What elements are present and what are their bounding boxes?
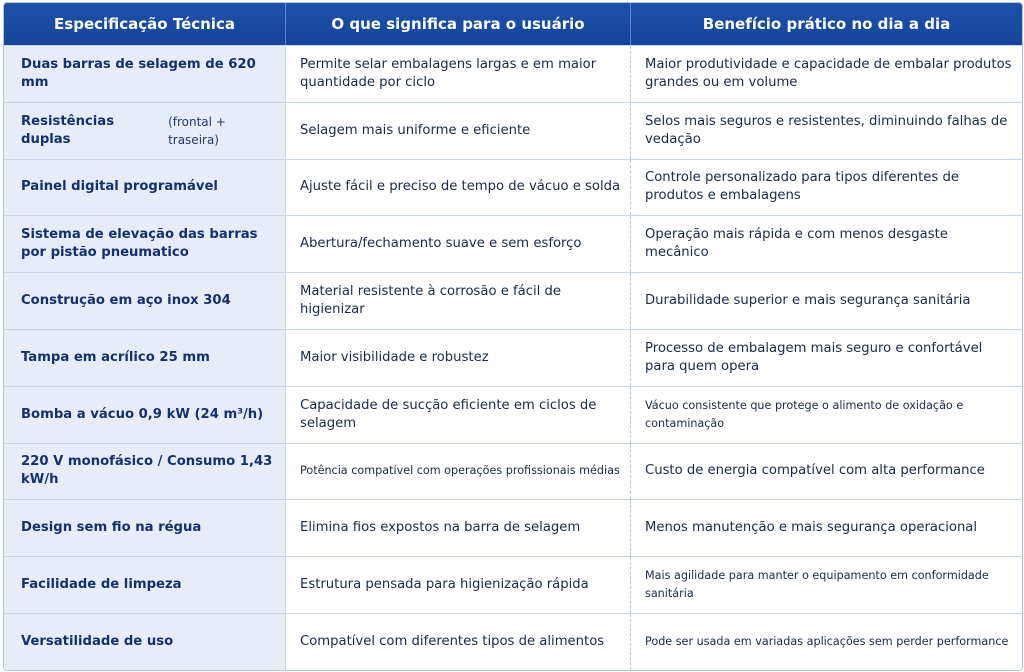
spec-text: 220 V monofásico / Consumo 1,43 kW/h bbox=[21, 454, 273, 488]
spec-cell bbox=[4, 273, 286, 329]
meaning-cell: Material resistente à corrosão e fácil de higienizar bbox=[286, 273, 631, 329]
table-row bbox=[4, 215, 1022, 272]
meaning-cell: Capacidade de sucção eficiente em ciclos de selagem bbox=[286, 387, 631, 443]
spec-text: Painel digital programável bbox=[21, 179, 218, 195]
spec-cell bbox=[4, 330, 286, 386]
table-row bbox=[4, 499, 1022, 556]
spec-text: Tampa em acrílico 25 mm bbox=[21, 349, 210, 365]
header-benefit: Benefício prático no dia a dia bbox=[702, 15, 951, 33]
benefit-cell: Vácuo consistente que protege o alimento de oxidação e contaminação bbox=[645, 398, 964, 430]
spec-cell bbox=[4, 444, 286, 500]
spec-text: Facilidade de limpeza bbox=[21, 577, 182, 593]
benefit-cell: Selos mais seguros e resistentes, diminuindo falhas de vedação bbox=[645, 113, 1008, 147]
spec-cell bbox=[4, 103, 286, 159]
meaning-cell: Compatível com diferentes tipos de alimentos bbox=[286, 614, 631, 670]
meaning-cell: Selagem mais uniforme e eficiente bbox=[286, 103, 631, 159]
table-row bbox=[4, 613, 1022, 670]
spec-text: Bomba a vácuo 0,9 kW (24 m³/h) bbox=[21, 406, 264, 422]
spec-table bbox=[3, 2, 1023, 671]
meaning-cell: Maior visibilidade e robustez bbox=[286, 330, 631, 386]
meaning-cell: Ajuste fácil e preciso de tempo de vácuo e solda bbox=[286, 160, 631, 216]
table-header bbox=[4, 3, 1022, 45]
spec-cell bbox=[4, 216, 286, 272]
benefit-cell: Pode ser usada em variadas aplicações sem perder performance bbox=[645, 634, 1009, 648]
table-row bbox=[4, 272, 1022, 329]
spec-cell bbox=[4, 387, 286, 443]
spec-note: (frontal + traseira) bbox=[168, 114, 226, 147]
spec-cell bbox=[4, 160, 286, 216]
benefit-cell: Operação mais rápida e com menos desgaste mecânico bbox=[645, 227, 948, 261]
meaning-cell: Potência compatível com operações profissionais médias bbox=[286, 444, 631, 500]
benefit-cell: Maior produtividade e capacidade de embalar produtos grandes ou em volume bbox=[645, 56, 1012, 90]
meaning-cell: Abertura/fechamento suave e sem esforço bbox=[286, 216, 631, 272]
meaning-cell: Permite selar embalagens largas e em maior quantidade por ciclo bbox=[286, 46, 631, 102]
benefit-cell: Custo de energia compatível com alta performance bbox=[645, 463, 985, 479]
benefit-cell: Mais agilidade para manter o equipamento em conformidade sanitária bbox=[645, 569, 989, 601]
table-row bbox=[4, 386, 1022, 443]
table-row bbox=[4, 329, 1022, 386]
benefit-cell: Controle personalizado para tipos diferentes de produtos e embalagens bbox=[645, 170, 959, 204]
spec-text: Resistências duplas bbox=[21, 113, 115, 147]
header-spec: Especificação Técnica bbox=[4, 3, 286, 45]
table-row bbox=[4, 443, 1022, 500]
spec-cell bbox=[4, 557, 286, 613]
header-meaning: O que significa para o usuário bbox=[286, 3, 631, 45]
table-row bbox=[4, 159, 1022, 216]
benefit-cell: Processo de embalagem mais seguro e confortável para quem opera bbox=[645, 340, 983, 374]
spec-text: Versatilidade de uso bbox=[21, 633, 174, 649]
table-row bbox=[4, 45, 1022, 102]
table-row bbox=[4, 102, 1022, 159]
benefit-cell: Durabilidade superior e mais segurança sanitária bbox=[645, 293, 971, 309]
benefit-cell: Menos manutenção e mais segurança operacional bbox=[645, 520, 978, 536]
table-row bbox=[4, 556, 1022, 613]
spec-text: Design sem fio na régua bbox=[21, 520, 202, 536]
spec-cell bbox=[4, 614, 286, 670]
spec-cell bbox=[4, 46, 286, 102]
spec-text: Duas barras de selagem de 620 mm bbox=[21, 56, 256, 90]
meaning-cell: Elimina fios expostos na barra de selagem bbox=[286, 500, 631, 556]
spec-text: Sistema de elevação das barras por pistão pneumatico bbox=[21, 227, 258, 261]
meaning-cell: Estrutura pensada para higienização rápida bbox=[286, 557, 631, 613]
spec-cell bbox=[4, 500, 286, 556]
spec-text: Construção em aço inox 304 bbox=[21, 293, 231, 309]
